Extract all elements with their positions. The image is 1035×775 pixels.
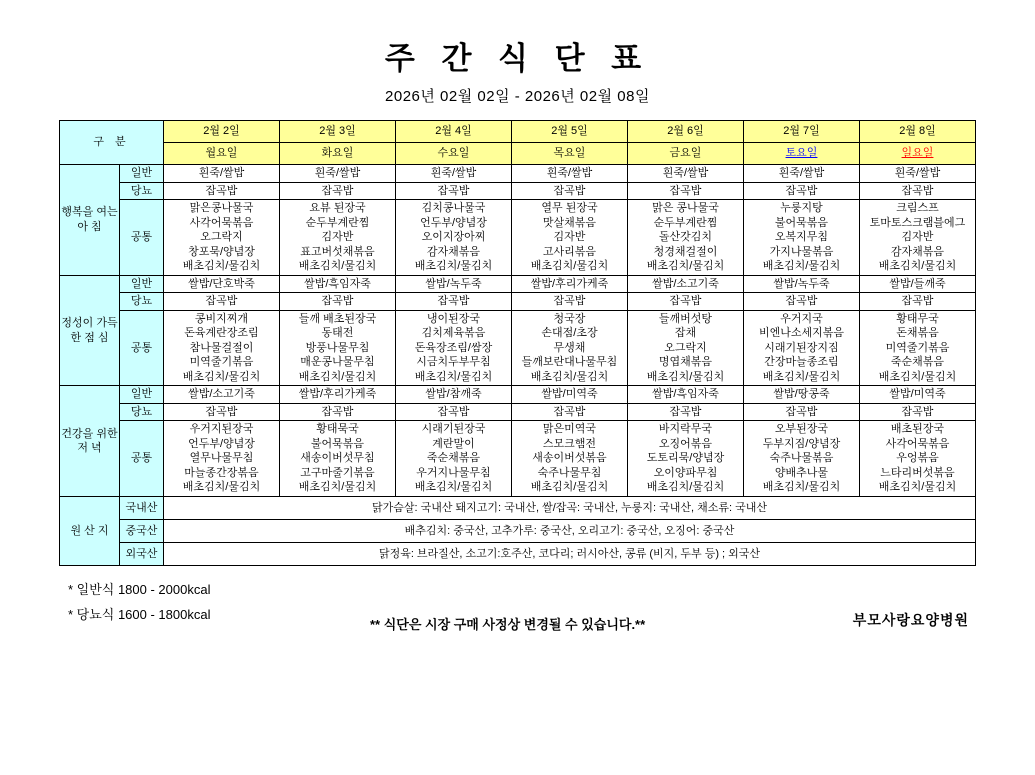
page-title: 주 간 식 단 표 — [384, 41, 651, 76]
breakfast-common-row — [60, 200, 976, 276]
cell-b-com-0: 맑은콩나물국 사각어묵볶음 오그락지 창포묵/양념장 배초김치/물김치 — [164, 200, 280, 276]
cell-d-com-0: 우거지된장국 언두부/양념장 열무나물무침 마늘종간장볶음 배초김치/물김치 — [164, 421, 280, 497]
cell-b-gen-3: 흰죽/쌀밥 — [512, 165, 628, 183]
subcat-common: 공통 — [120, 421, 164, 497]
subcat-common: 공통 — [120, 200, 164, 276]
cell-d-gen-6: 쌀밥/미역죽 — [860, 386, 976, 404]
cell-l-dia-6: 잡곡밥 — [860, 293, 976, 311]
header-date-4: 2월 6일 — [628, 121, 744, 143]
cell-l-gen-1: 쌀밥/흑임자죽 — [280, 275, 396, 293]
cell-d-gen-4: 쌀밥/흑임자죽 — [628, 386, 744, 404]
footer — [60, 566, 975, 638]
meal-label-lunch: 정성이 가득한 점 심 — [60, 275, 120, 386]
header-day-5: 토요일 — [744, 143, 860, 165]
cell-b-dia-1: 잡곡밥 — [280, 182, 396, 200]
breakfast-diabetes-row — [60, 182, 976, 200]
cell-l-dia-3: 잡곡밥 — [512, 293, 628, 311]
cell-b-dia-5: 잡곡밥 — [744, 182, 860, 200]
lunch-general-row — [60, 275, 976, 293]
weekly-menu-table — [59, 120, 976, 566]
kcal-block — [68, 578, 210, 627]
table-header-dates — [60, 121, 976, 143]
cell-d-gen-2: 쌀밥/참깨죽 — [396, 386, 512, 404]
origin-text-domestic: 닭가슴살: 국내산 돼지고기: 국내산, 쌀/잡곡: 국내산, 누룽지: 국내산, 채소류: 국내산 — [164, 496, 976, 519]
cell-l-dia-2: 잡곡밥 — [396, 293, 512, 311]
cell-d-gen-5: 쌀밥/땅콩죽 — [744, 386, 860, 404]
cell-d-com-4: 바지락무국 오징어볶음 도토리묵/양념장 오이양파무침 배초김치/물김치 — [628, 421, 744, 497]
cell-l-gen-4: 쌀밥/소고기죽 — [628, 275, 744, 293]
cell-l-dia-0: 잡곡밥 — [164, 293, 280, 311]
cell-b-com-3: 열무 된장국 맛살채볶음 김자반 고사리볶음 배초김치/물김치 — [512, 200, 628, 276]
cell-b-com-6: 크림스프 토마토스크램블에그 김자반 감자채볶음 배초김치/물김치 — [860, 200, 976, 276]
origin-sub-china: 중국산 — [120, 519, 164, 542]
change-note: ** 식단은 시장 구매 사정상 변경될 수 있습니다.** — [370, 616, 646, 632]
cell-l-dia-1: 잡곡밥 — [280, 293, 396, 311]
cell-l-com-5: 우거지국 비엔나소세지볶음 시래기된장지짐 간장마늘종조림 배초김치/물김치 — [744, 310, 860, 386]
cell-b-gen-4: 흰죽/쌀밥 — [628, 165, 744, 183]
origin-row-china — [60, 519, 976, 542]
cell-d-gen-3: 쌀밥/미역죽 — [512, 386, 628, 404]
cell-b-com-1: 요뷰 된장국 순두부계란찜 김자반 표고버섯채볶음 배초김치/물김치 — [280, 200, 396, 276]
subcat-diabetes: 당뇨 — [120, 182, 164, 200]
origin-row-domestic — [60, 496, 976, 519]
header-date-3: 2월 5일 — [512, 121, 628, 143]
subcat-diabetes: 당뇨 — [120, 293, 164, 311]
kcal-general: * 일반식 1800 - 2000kcal — [68, 581, 211, 597]
cell-d-dia-1: 잡곡밥 — [280, 403, 396, 421]
cell-d-com-5: 오부된장국 두부지짐/양념장 숙주나물볶음 양배추나물 배초김치/물김치 — [744, 421, 860, 497]
header-date-5: 2월 7일 — [744, 121, 860, 143]
cell-l-gen-0: 쌀밥/단호박죽 — [164, 275, 280, 293]
cell-l-com-3: 청국장 손대점/초장 무생채 들깨보란대나물무침 배초김치/물김치 — [512, 310, 628, 386]
cell-b-dia-2: 잡곡밥 — [396, 182, 512, 200]
subcat-general: 일반 — [120, 165, 164, 183]
date-range: 2026년 02월 02일 - 2026년 02월 08일 — [385, 88, 650, 106]
cell-l-com-0: 콩비지찌개 돈육계란장조림 참나물걸절이 미역줄기볶음 배초김치/물김치 — [164, 310, 280, 386]
subcat-common: 공통 — [120, 310, 164, 386]
cell-d-dia-6: 잡곡밥 — [860, 403, 976, 421]
header-day-3: 목요일 — [512, 143, 628, 165]
cell-d-dia-3: 잡곡밥 — [512, 403, 628, 421]
cell-d-gen-0: 쌀밥/소고기죽 — [164, 386, 280, 404]
header-day-6: 일요일 — [860, 143, 976, 165]
cell-d-dia-0: 잡곡밥 — [164, 403, 280, 421]
meal-label-dinner: 건강을 위한 저 녁 — [60, 386, 120, 497]
cell-d-dia-4: 잡곡밥 — [628, 403, 744, 421]
lunch-diabetes-row — [60, 293, 976, 311]
cell-b-dia-0: 잡곡밥 — [164, 182, 280, 200]
cell-l-gen-2: 쌀밥/녹두죽 — [396, 275, 512, 293]
subcat-diabetes: 당뇨 — [120, 403, 164, 421]
cell-l-gen-5: 쌀밥/녹두죽 — [744, 275, 860, 293]
header-day-1: 화요일 — [280, 143, 396, 165]
cell-l-gen-6: 쌀밥/들깨죽 — [860, 275, 976, 293]
header-gubun: 구 분 — [60, 121, 164, 165]
origin-text-china: 배추김치: 중국산, 고추가루: 중국산, 오리고기: 중국산, 오징어: 중국산 — [164, 519, 976, 542]
origin-sub-foreign: 외국산 — [120, 542, 164, 565]
origin-label: 원 산 지 — [60, 496, 120, 565]
dinner-common-row — [60, 421, 976, 497]
cell-b-dia-3: 잡곡밥 — [512, 182, 628, 200]
lunch-common-row — [60, 310, 976, 386]
header-day-4: 금요일 — [628, 143, 744, 165]
cell-b-com-4: 맑은 콩나물국 순두부계란찜 돌산갓김치 청경채걸절이 배초김치/물김치 — [628, 200, 744, 276]
header-date-6: 2월 8일 — [860, 121, 976, 143]
breakfast-general-row — [60, 165, 976, 183]
header-date-2: 2월 4일 — [396, 121, 512, 143]
cell-l-com-2: 냉이된장국 김치제육볶음 돈육장조림/쌈장 시금치두부무침 배초김치/물김치 — [396, 310, 512, 386]
cell-b-com-5: 누룽지탕 불어묵볶음 오복지무침 가지나물볶음 배초김치/물김치 — [744, 200, 860, 276]
cell-b-dia-6: 잡곡밥 — [860, 182, 976, 200]
origin-row-foreign — [60, 542, 976, 565]
cell-b-com-2: 김치콩나물국 언두부/양념장 오이지장아찌 감자채볶음 배초김치/물김치 — [396, 200, 512, 276]
cell-l-dia-4: 잡곡밥 — [628, 293, 744, 311]
cell-l-com-4: 들깨버섯탕 잡채 오그락지 명엽채볶음 배초김치/물김치 — [628, 310, 744, 386]
cell-b-gen-6: 흰죽/쌀밥 — [860, 165, 976, 183]
cell-d-dia-2: 잡곡밥 — [396, 403, 512, 421]
cell-b-gen-0: 흰죽/쌀밥 — [164, 165, 280, 183]
cell-l-dia-5: 잡곡밥 — [744, 293, 860, 311]
cell-d-gen-1: 쌀밥/후리가케죽 — [280, 386, 396, 404]
header-date-0: 2월 2일 — [164, 121, 280, 143]
cell-b-dia-4: 잡곡밥 — [628, 182, 744, 200]
cell-b-gen-5: 흰죽/쌀밥 — [744, 165, 860, 183]
header-date-1: 2월 3일 — [280, 121, 396, 143]
kcal-diabetes: * 당뇨식 1600 - 1800kcal — [68, 606, 211, 622]
cell-l-gen-3: 쌀밥/후리가케죽 — [512, 275, 628, 293]
subcat-general: 일반 — [120, 275, 164, 293]
dinner-diabetes-row — [60, 403, 976, 421]
dinner-general-row — [60, 386, 976, 404]
cell-d-dia-5: 잡곡밥 — [744, 403, 860, 421]
cell-d-com-2: 시래기된장국 계란말이 죽순채볶음 우거지나물무침 배초김치/물김치 — [396, 421, 512, 497]
menu-document — [0, 42, 1035, 775]
cell-d-com-1: 황태묵국 불어묵볶음 새송이버섯무침 고구마줄기볶음 배초김치/물김치 — [280, 421, 396, 497]
cell-b-gen-2: 흰죽/쌀밥 — [396, 165, 512, 183]
hospital-name: 부모사랑요양병원 — [852, 611, 969, 628]
header-day-2: 수요일 — [396, 143, 512, 165]
cell-b-gen-1: 흰죽/쌀밥 — [280, 165, 396, 183]
cell-d-com-6: 배초된장국 사각어묵볶음 우엉볶음 느타리버섯볶음 배초김치/물김치 — [860, 421, 976, 497]
cell-l-com-1: 들깨 배초된장국 동태전 방풍나물무침 매운콩나물무침 배초김치/물김치 — [280, 310, 396, 386]
origin-text-foreign: 닭정육: 브라질산, 소고기:호주산, 코다리; 러시아산, 콩류 (비지, 두부 등) ; 외국산 — [164, 542, 976, 565]
cell-d-com-3: 맑은미역국 스모크햄전 새송이버섯볶음 숙주나물무침 배초김치/물김치 — [512, 421, 628, 497]
subcat-general: 일반 — [120, 386, 164, 404]
origin-sub-domestic: 국내산 — [120, 496, 164, 519]
cell-l-com-6: 황태무국 돈채볶음 미역줄기볶음 죽순채볶음 배초김치/물김치 — [860, 310, 976, 386]
header-day-0: 월요일 — [164, 143, 280, 165]
table-header-days — [60, 143, 976, 165]
meal-label-breakfast: 행복을 여는 아 침 — [60, 165, 120, 276]
